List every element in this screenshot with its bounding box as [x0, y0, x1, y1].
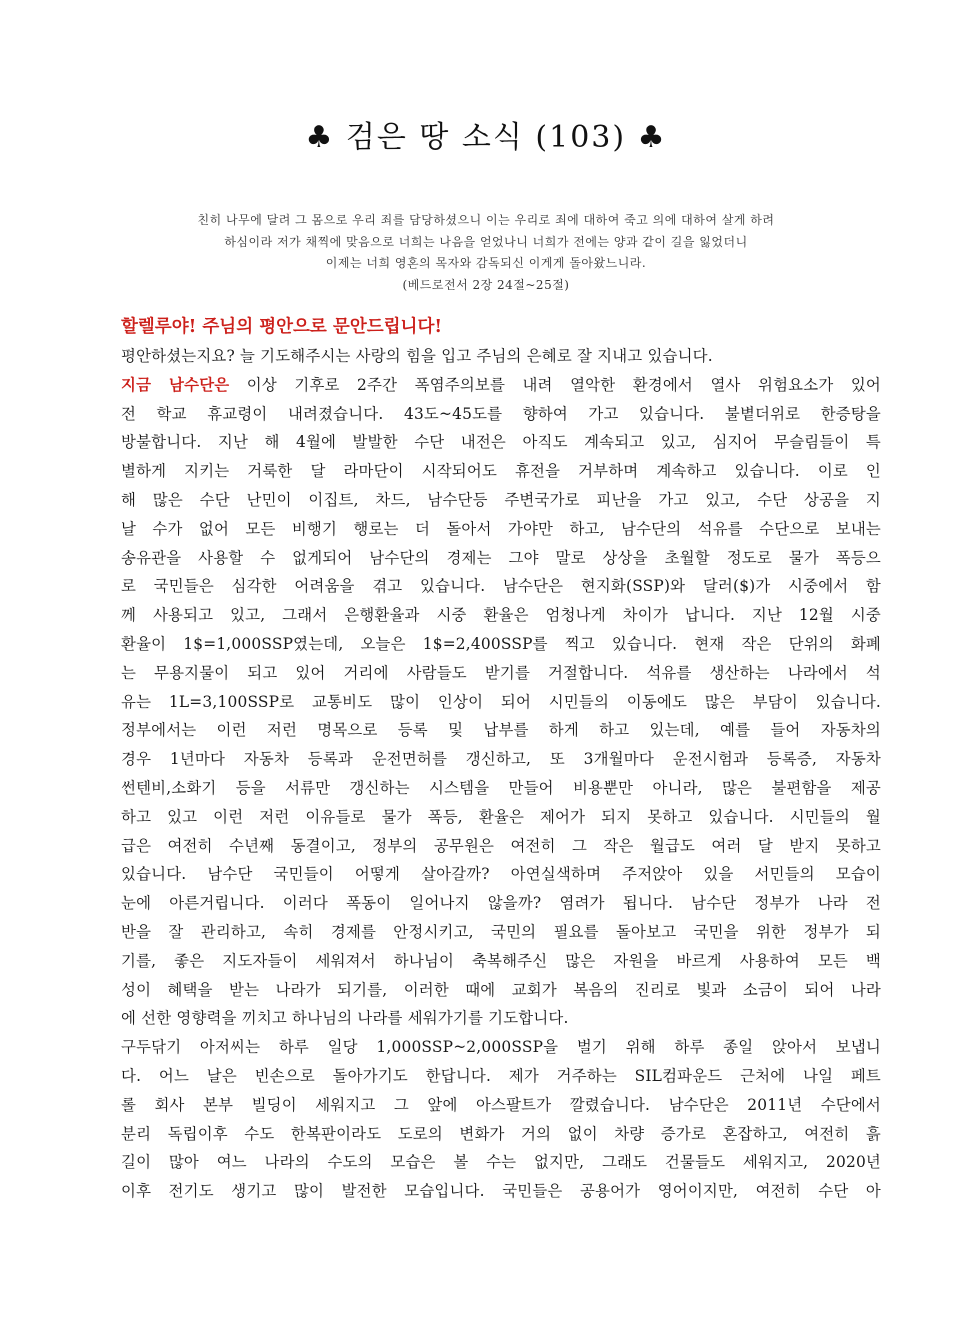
page-title: ♣ 검은 땅 소식 (103) ♣ — [305, 120, 667, 155]
body-line: 급은 여전히 수년째 동결이고, 정부의 공무원은 여전히 그 작은 월급도 여러 달 받지 못하고 — [121, 836, 881, 855]
body-line: 있습니다. 남수단 국민들이 어떻게 살아갈까? 아연실색하며 주저앉아 있을 서민들의 모습이 — [121, 865, 881, 884]
body-line: 유는 1L=3,100SSP로 교통비도 많이 인상이 되어 시민들의 이동에도 많은 부담이 있습니다. — [121, 692, 881, 711]
body-line: 반을 잘 관리하고, 속히 경제를 안정시키고, 국민의 필요를 돌아보고 국민을 위한 정부가 되 — [121, 922, 881, 941]
body-line: 경우 1년마다 자동차 등록과 운전면허를 갱신하고, 또 3개월마다 운전시험과 등록증, 자동차 — [121, 750, 881, 769]
body-line: 썬텐비,소화기 등을 서류만 갱신하는 시스템을 만들어 비용뿐만 아니라, 많은 불편함을 제공 — [121, 778, 881, 797]
body-line: 로 국민들은 심각한 어려움을 겪고 있습니다. 남수단은 현지화(SSP)와 달러($)가 시중에서 함 — [121, 577, 881, 596]
body-line: 기를, 좋은 지도자들이 세워져서 하나님이 축복해주신 많은 자원을 바르게 사용하여 모든 백 — [121, 951, 881, 970]
body-line — [121, 371, 881, 400]
body-line: 하고 있고 이런 저런 이유들로 물가 폭등, 환율은 제어가 되지 못하고 있습니다. 시민들의 월 — [121, 807, 881, 826]
body-line: 평안하셨는지요? 늘 기도해주시는 사랑의 힘을 입고 주님의 은혜로 잘 지내고 있습니다. — [121, 347, 713, 365]
body-line: 이후 전기도 생기고 많이 발전한 모습입니다. 국민들은 공용어가 영어이지만, 여전히 수단 아 — [121, 1182, 881, 1201]
body-line: 구두닦기 아저씨는 하루 일당 1,000SSP~2,000SSP을 벌기 위해 하루 종일 앉아서 보냅니 — [121, 1038, 881, 1057]
body-line: 정부에서는 이런 저런 명목으로 등록 및 납부를 하게 하고 있는데, 예를 들어 자동차의 — [121, 721, 881, 740]
body-line: 눈에 아른거립니다. 이러다 폭동이 일어나지 않을까? 염려가 됩니다. 남수단 정부가 나라 전 — [121, 894, 881, 913]
body-line: 에 선한 영향력을 끼치고 하나님의 나라를 세워가기를 기도합니다. — [121, 1009, 569, 1028]
body-line: 날 수가 없어 모든 비행기 행로는 더 돌아서 가야만 하고, 남수단의 석유를 수단으로 보내는 — [121, 519, 881, 538]
body-line: 별하게 지키는 거룩한 달 라마단이 시작되어도 휴전을 거부하며 계속하고 있습니다. 이로 인 — [121, 462, 881, 481]
body-line: 성이 혜택을 받는 나라가 되기를, 이러한 때에 교회가 복음의 진리로 빛과 소금이 되어 나라 — [121, 980, 881, 999]
scripture-reference: (베드로전서 2장 24절~25절) — [402, 277, 570, 292]
body-line: 께 사용되고 있고, 그래서 은행환율과 시중 환율은 엄청나게 차이가 납니다. 지난 12월 시중 — [121, 606, 881, 625]
body-line: 전 학교 휴교령이 내려졌습니다. 43도~45도를 향하여 가고 있습니다. 불볕더위로 한증탕을 — [121, 404, 881, 423]
body-line: 는 무용지물이 되고 있어 거리에 사람들도 받기를 거절합니다. 석유를 생산하는 나라에서 석 — [121, 663, 881, 682]
body-line: 해 많은 수단 난민이 이집트, 차드, 남수단등 주변국가로 피난을 가고 있고, 수단 상공을 지 — [121, 490, 881, 509]
greeting-heading: 할렐루야! 주님의 평안으로 문안드립니다! — [121, 317, 443, 337]
body-text: 이상 기후로 2주간 폭염주의보를 내려 열악한 환경에서 열사 위험요소가 있어 — [229, 375, 881, 394]
body-line: 길이 많아 여느 나라의 수도의 모습은 볼 수는 없지만, 그래도 건물들도 세워지고, 2020년 — [121, 1153, 881, 1172]
body-line: 분리 독립이후 수도 한복판이라도 도로의 변화가 거의 없이 차량 증가로 혼잡하고, 여전히 흙 — [121, 1124, 881, 1143]
scripture-line: 하심이라 저가 채찍에 맞음으로 너희는 나음을 얻었나니 너희가 전에는 양과 같이 길을 잃었더니 — [224, 234, 748, 249]
body-line: 다. 어느 날은 빈손으로 돌아가기도 한답니다. 제가 거주하는 SIL컴파운드 근처에 나일 페트 — [121, 1066, 881, 1085]
scripture-line: 이제는 너희 영혼의 목자와 감독되신 이게게 돌아왔느니라. — [325, 256, 647, 270]
body-line: 환율이 1$=1,000SSP였는데, 오늘은 1$=2,400SSP를 찍고 있습니다. 현재 작은 단위의 화폐 — [121, 634, 881, 653]
body-line: 송유관을 사용할 수 없게되어 남수단의 경제는 그야 말로 상상을 초월할 정도로 물가 폭등으 — [121, 548, 881, 567]
letter-body — [121, 312, 881, 1206]
body-line: 방불합니다. 지난 해 4월에 발발한 수단 내전은 아직도 계속되고 있고, 심지어 무슬림들이 특 — [121, 433, 881, 452]
scripture-quote — [130, 210, 842, 296]
scripture-line: 친히 나무에 달려 그 몸으로 우리 죄를 담당하셨으니 이는 우리로 죄에 대하여 죽고 의에 대하여 살게 하려 — [197, 213, 775, 227]
highlight-text: 지금 남수단은 — [121, 375, 230, 394]
body-line: 롤 회사 본부 빌딩이 세워지고 그 앞에 아스팔트가 깔렸습니다. 남수단은 2011년 수단에서 — [121, 1095, 881, 1114]
